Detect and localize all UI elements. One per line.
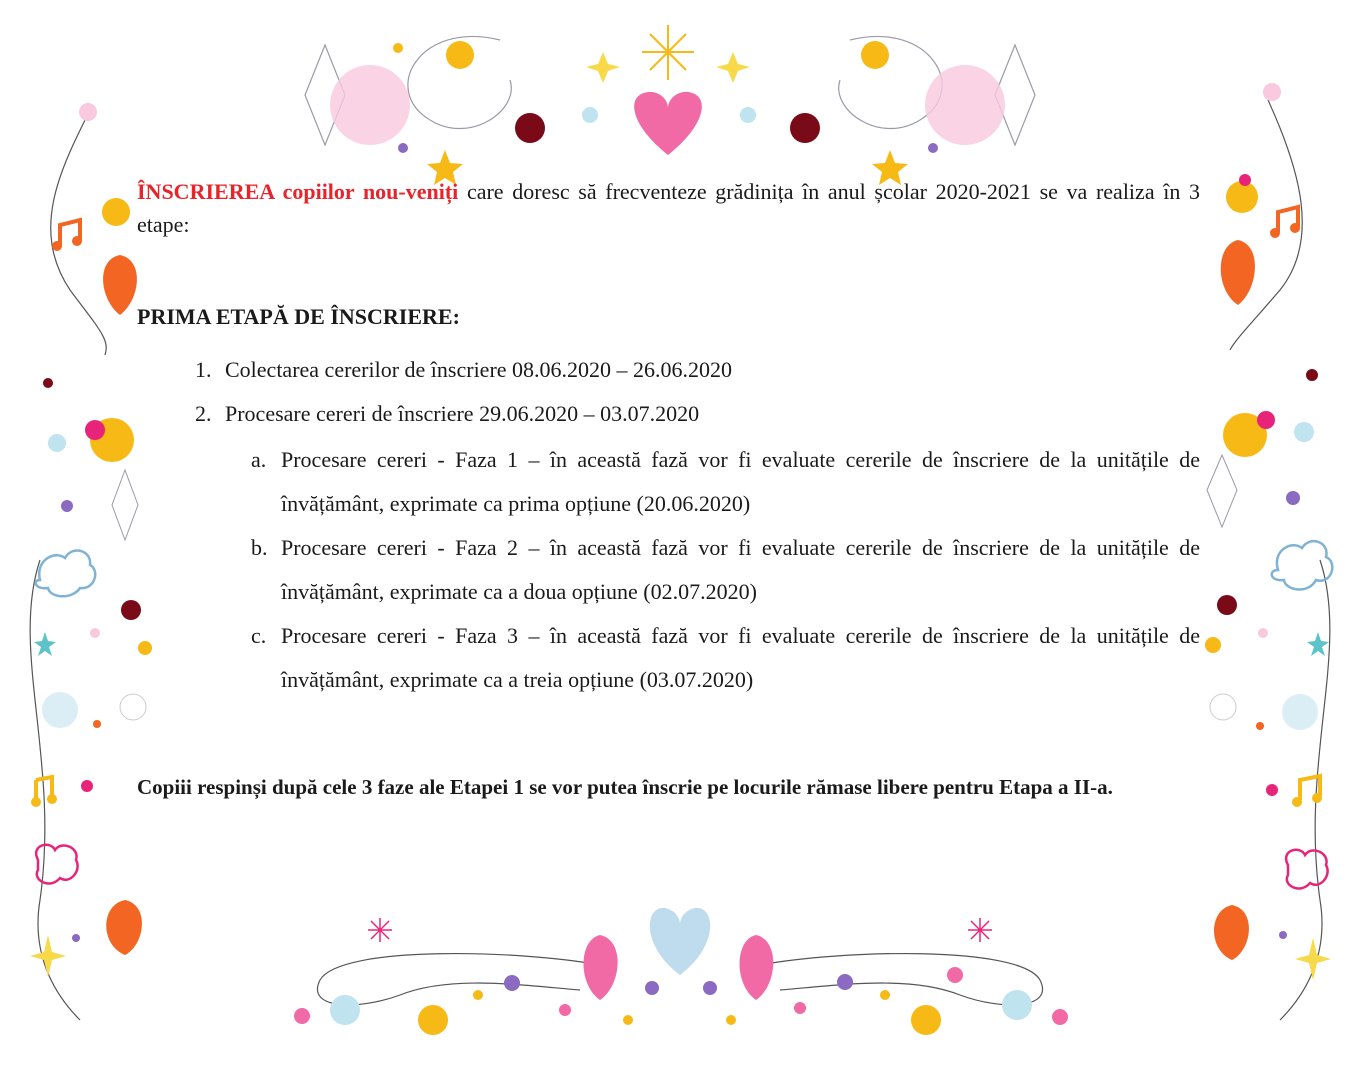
sublist-letter: c. [251, 623, 267, 648]
final-note: Copiii respinși după cele 3 faze ale Etapei 1 se vor putea înscrie pe locurile rămase libere pentru Etapa a II-a. [137, 775, 1113, 799]
sublist-letter: b. [251, 535, 268, 560]
list-number: 2. [195, 401, 212, 426]
list-text: Procesare cereri de înscriere 29.06.2020 – 03.07.2020 [225, 401, 700, 426]
sublist-text: Procesare cereri - Faza 2 – în această fază vor fi evaluate cererile de înscriere de la unitățile de învățământ, exprimate ca a doua opțiune (02.07.2020) [281, 535, 1200, 604]
intro-rest: care doresc să frecventeze grădinița în anul școlar 2020-2021 se va realiza în 3 etape: [137, 179, 1200, 237]
sublist-item [251, 526, 1200, 614]
sublist-item [251, 614, 1200, 702]
list-text: Colectarea cererilor de înscriere 08.06.2020 – 26.06.2020 [225, 357, 733, 382]
sublist-item [251, 438, 1200, 526]
sublist-text: Procesare cereri - Faza 3 – în această fază vor fi evaluate cererile de înscriere de la unitățile de învățământ, exprimate ca a treia opțiune (03.07.2020) [281, 623, 1200, 692]
list-item [195, 353, 732, 387]
sublist-letter: a. [251, 447, 267, 472]
sublist-text: Procesare cereri - Faza 1 – în această fază vor fi evaluate cererile de înscriere de la unitățile de învățământ, exprimate ca prima opțiune (20.06.2020) [281, 447, 1200, 516]
section-heading: PRIMA ETAPĂ DE ÎNSCRIERE: [137, 304, 460, 329]
heart-icon [634, 92, 702, 155]
list-number: 1. [195, 357, 212, 382]
intro-paragraph [137, 175, 1200, 241]
intro-highlight: ÎNSCRIEREA copiilor nou-veniți [137, 179, 459, 204]
list-item [195, 397, 699, 431]
cloud-icon [36, 551, 96, 597]
